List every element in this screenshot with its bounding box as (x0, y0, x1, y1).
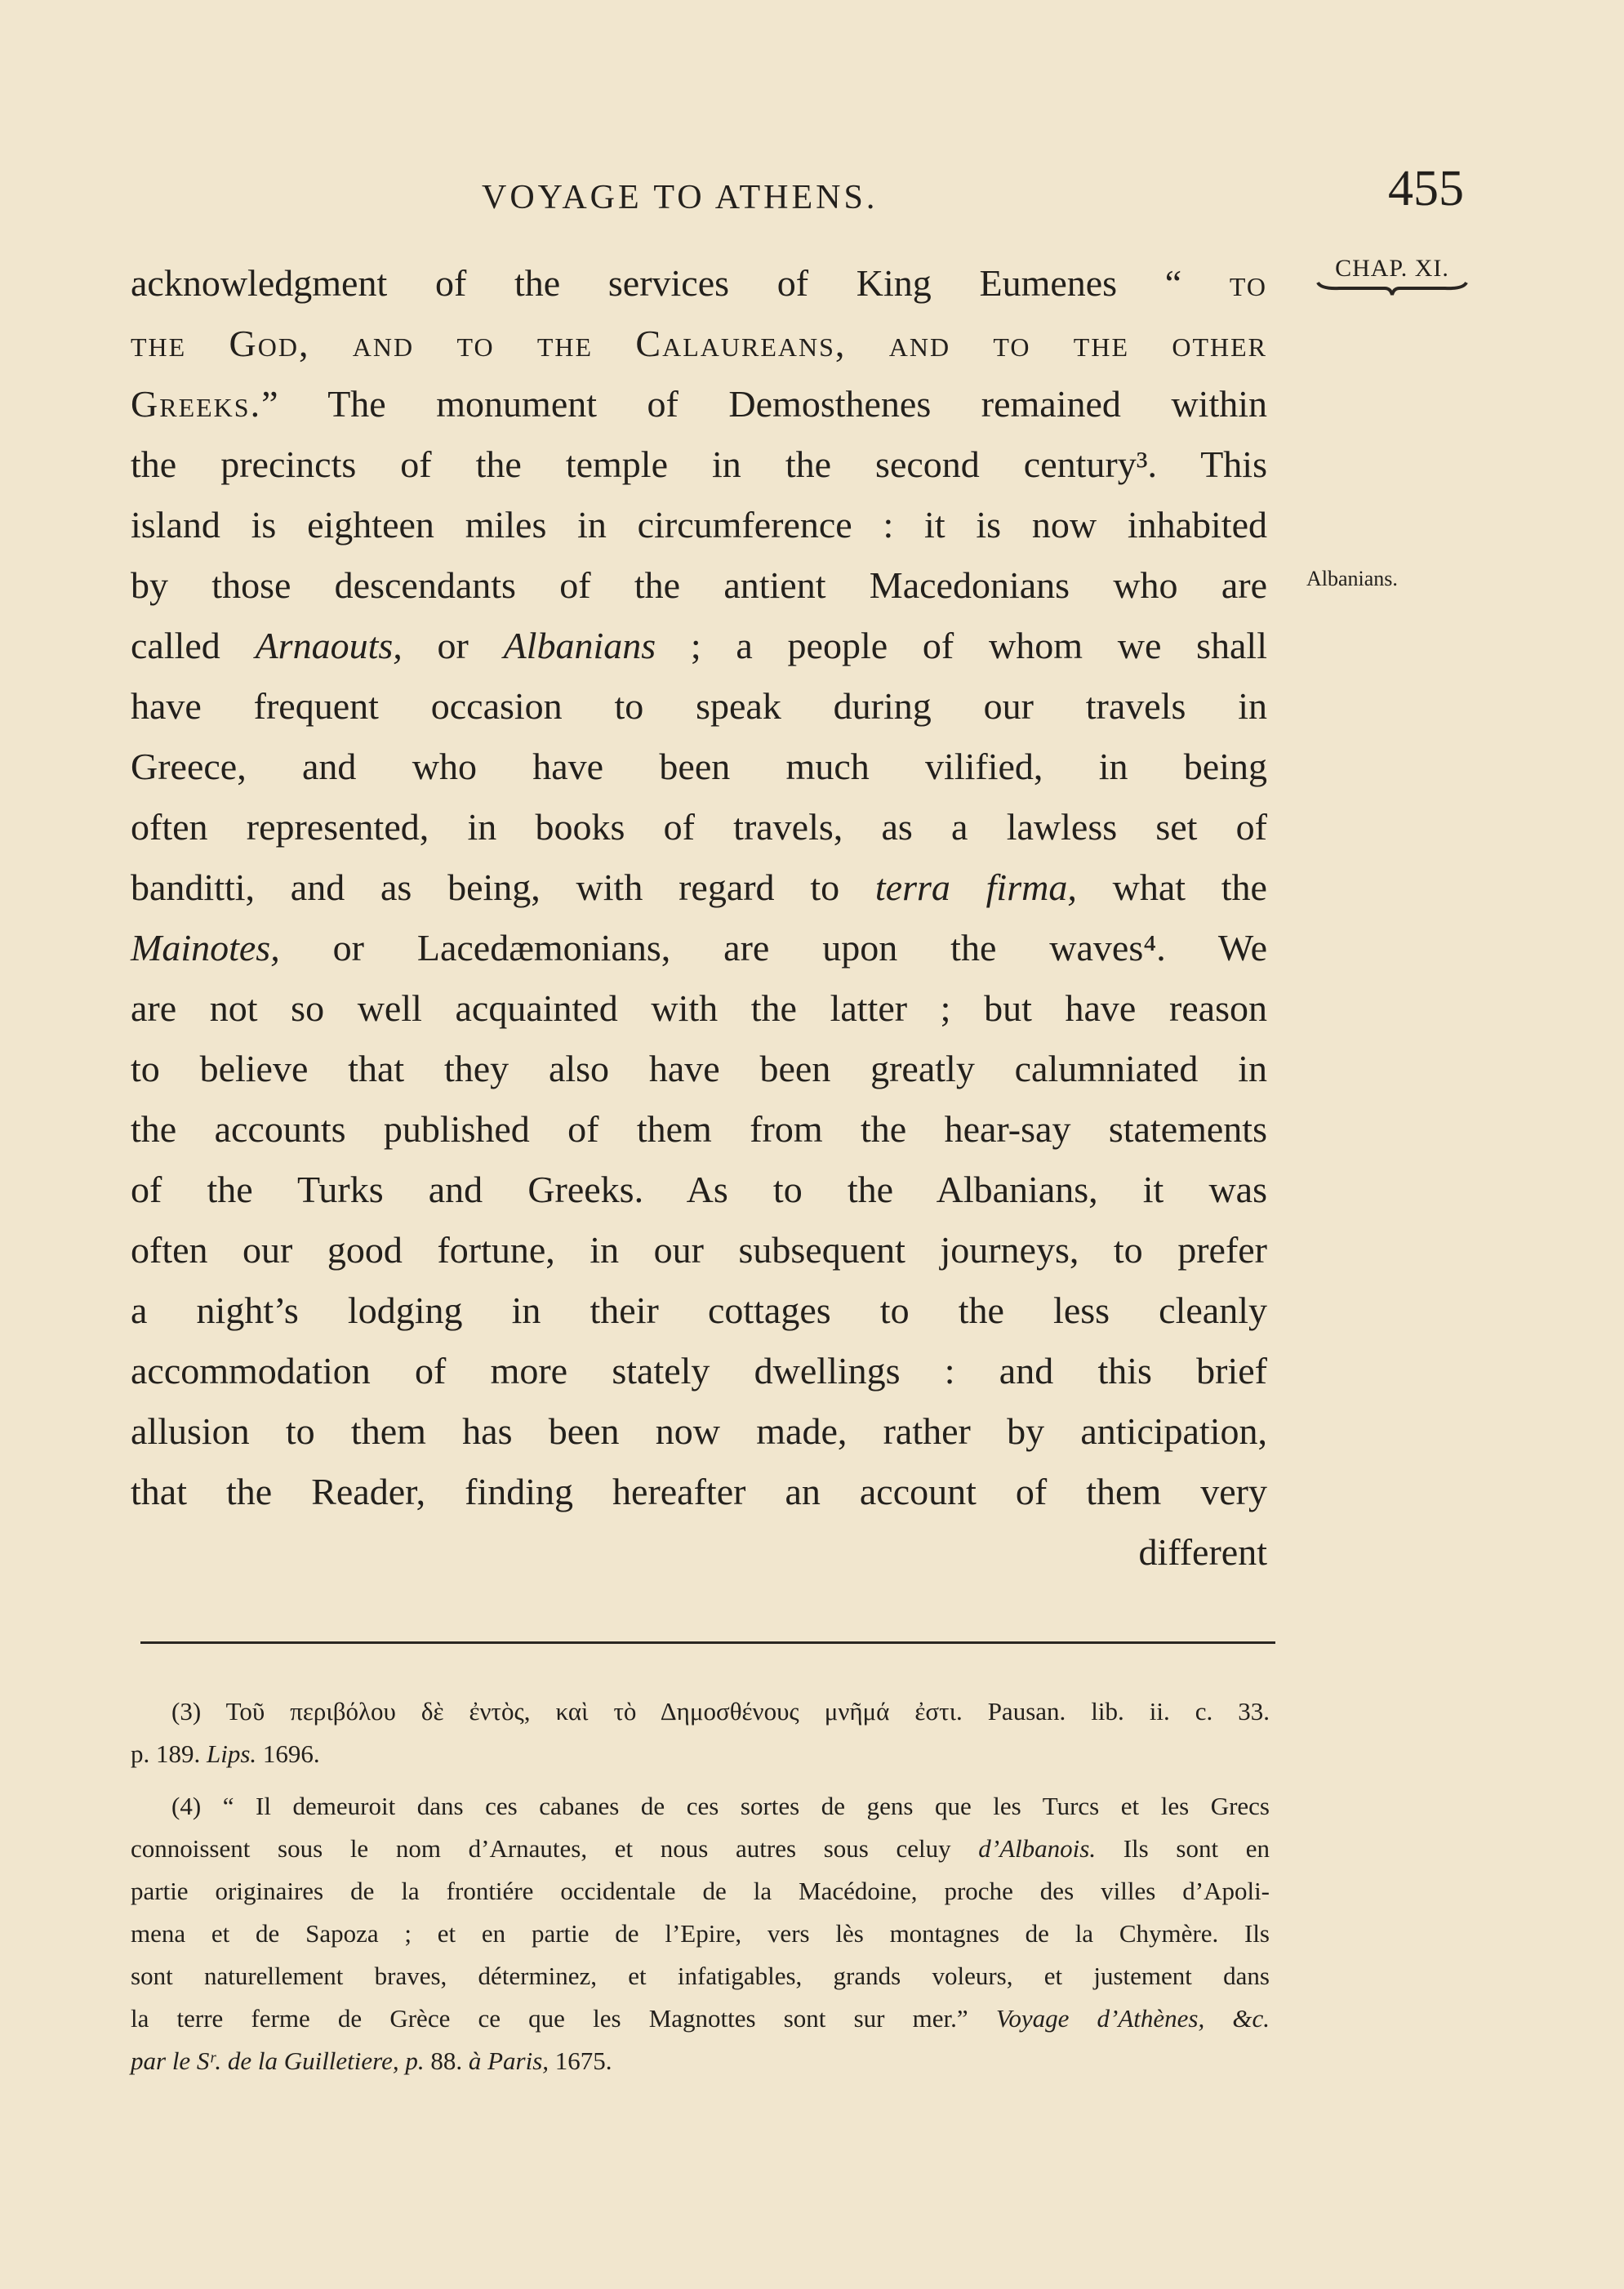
text-run: d’Albanois. (978, 1834, 1097, 1863)
text-run: 1675. (549, 2046, 612, 2075)
footnote-line (131, 1733, 1270, 1775)
text-line (131, 1280, 1267, 1341)
text-line (131, 374, 1267, 434)
text-run: what the (1076, 866, 1267, 908)
text-run: mena et de Sapoza ; et en partie de l’Epire, vers lès montagnes de la Chymère. Ils (131, 1919, 1270, 1948)
footnote-rule (140, 1641, 1275, 1644)
text-line (131, 616, 1267, 676)
text-run: partie originaires de la frontiére occidentale de la Macédoine, proche des villes d’Apoli- (131, 1877, 1270, 1905)
chapter-marginal (1315, 255, 1470, 297)
text-run: the God, and to the Calaureans, and to the other (131, 323, 1267, 364)
text-run: island is eighteen miles in circumference : it is now inhabited (131, 504, 1267, 546)
footnote-line (131, 1913, 1270, 1955)
text-run: la terre ferme de Grèce ce que les Magnottes sont sur mer.” (131, 2004, 996, 2033)
text-run: or Lacedæmonians, are upon the waves⁴. We (279, 927, 1267, 969)
text-line (131, 1401, 1267, 1462)
text-line (131, 978, 1267, 1039)
text-line (131, 1160, 1267, 1220)
text-line (131, 1462, 1267, 1522)
text-line (131, 1039, 1267, 1099)
page-number: 455 (1388, 161, 1464, 216)
text-line (131, 555, 1267, 616)
text-line (131, 314, 1267, 374)
text-run: Arnaouts, (255, 625, 403, 666)
text-run: Voyage d’Athènes, &c. (995, 2004, 1270, 2033)
footnotes (131, 1690, 1270, 2082)
text-run: 1696. (256, 1739, 320, 1768)
text-run: or (402, 625, 504, 666)
text-line (131, 857, 1267, 918)
text-run: the accounts published of them from the hear-say statements (131, 1108, 1267, 1150)
text-line (131, 495, 1267, 555)
text-run: different (1138, 1531, 1267, 1573)
text-line (131, 1220, 1267, 1280)
text-run: Greeks. (131, 383, 262, 425)
main-text (131, 253, 1267, 1583)
text-line (131, 253, 1267, 314)
footnote-line (131, 2040, 1270, 2082)
text-run: have frequent occasion to speak during our travels in (131, 685, 1267, 727)
text-run: that the Reader, finding hereafter an account of them very (131, 1471, 1267, 1512)
text-run: Albanians (503, 625, 656, 666)
text-run: are not so well acquainted with the latter ; but have reason (131, 987, 1267, 1029)
text-line (131, 1099, 1267, 1160)
chapter-label: CHAP. XI. (1335, 255, 1449, 282)
sidenote-albanians: Albanians. (1306, 567, 1398, 590)
text-run: p. 189. (131, 1739, 207, 1768)
footnote-line (131, 1785, 1270, 1828)
text-run: ” The monument of Demosthenes remained within (261, 383, 1267, 425)
text-run: sont naturellement braves, déterminez, et infatigables, grands voleurs, et justement dans (131, 1962, 1270, 1990)
running-head: VOYAGE TO ATHENS. (482, 179, 879, 216)
text-run: to (1229, 262, 1267, 304)
text-run: (4) “ Il demeuroit dans ces cabanes de ces sortes de gens que les Turcs et les Grecs (171, 1792, 1270, 1820)
text-run: the precincts of the temple in the second century³. This (131, 443, 1267, 485)
text-run: connoissent sous le nom d’Arnautes, et nous autres sous celuy (131, 1834, 979, 1863)
text-run: Ils sont en (1096, 1834, 1270, 1863)
text-run: accommodation of more stately dwellings : and this brief (131, 1350, 1267, 1392)
text-run: banditti, and as being, with regard to (131, 866, 875, 908)
text-line (131, 797, 1267, 857)
text-run: 88. (424, 2046, 469, 2075)
text-run: à Paris, (468, 2046, 549, 2075)
text-run: acknowledgment of the services of King Eumenes “ (131, 262, 1230, 304)
footnote-line (131, 1955, 1270, 1997)
text-line (131, 434, 1267, 495)
text-run: by those descendants of the antient Macedonians who are (131, 564, 1267, 606)
text-run: called (131, 625, 256, 666)
footnote-line (131, 1870, 1270, 1913)
text-line (131, 1522, 1267, 1583)
text-run: allusion to them has been now made, rather by anticipation, (131, 1410, 1267, 1452)
text-run: Greece, and who have been much vilified, in being (131, 746, 1267, 787)
footnote-line (131, 1997, 1270, 2040)
text-run: terra firma, (874, 866, 1077, 908)
text-run: often represented, in books of travels, as a lawless set of (131, 806, 1267, 848)
text-run: par le Sʳ. de la Guilletiere, p. (131, 2046, 425, 2075)
text-line (131, 737, 1267, 797)
text-run: a night’s lodging in their cottages to the less cleanly (131, 1289, 1267, 1331)
text-line (131, 918, 1267, 978)
text-line (131, 676, 1267, 737)
footnote-line (131, 1828, 1270, 1870)
footnote-line (131, 1690, 1270, 1733)
text-run: often our good fortune, in our subsequent journeys, to prefer (131, 1229, 1267, 1271)
text-run: Lips. (207, 1739, 257, 1768)
text-run: of the Turks and Greeks. As to the Albanians, it was (131, 1169, 1267, 1210)
text-run: (3) Τοῦ περιβόλου δὲ ἐντὸς, καὶ τὸ Δημοσθένους μνῆμά ἐστι. Pausan. lib. ii. c. 33. (171, 1697, 1270, 1726)
text-line (131, 1341, 1267, 1401)
text-run: ; a people of whom we shall (656, 625, 1267, 666)
text-run: Mainotes, (131, 927, 280, 969)
text-run: to believe that they also have been greatly calumniated in (131, 1048, 1267, 1089)
